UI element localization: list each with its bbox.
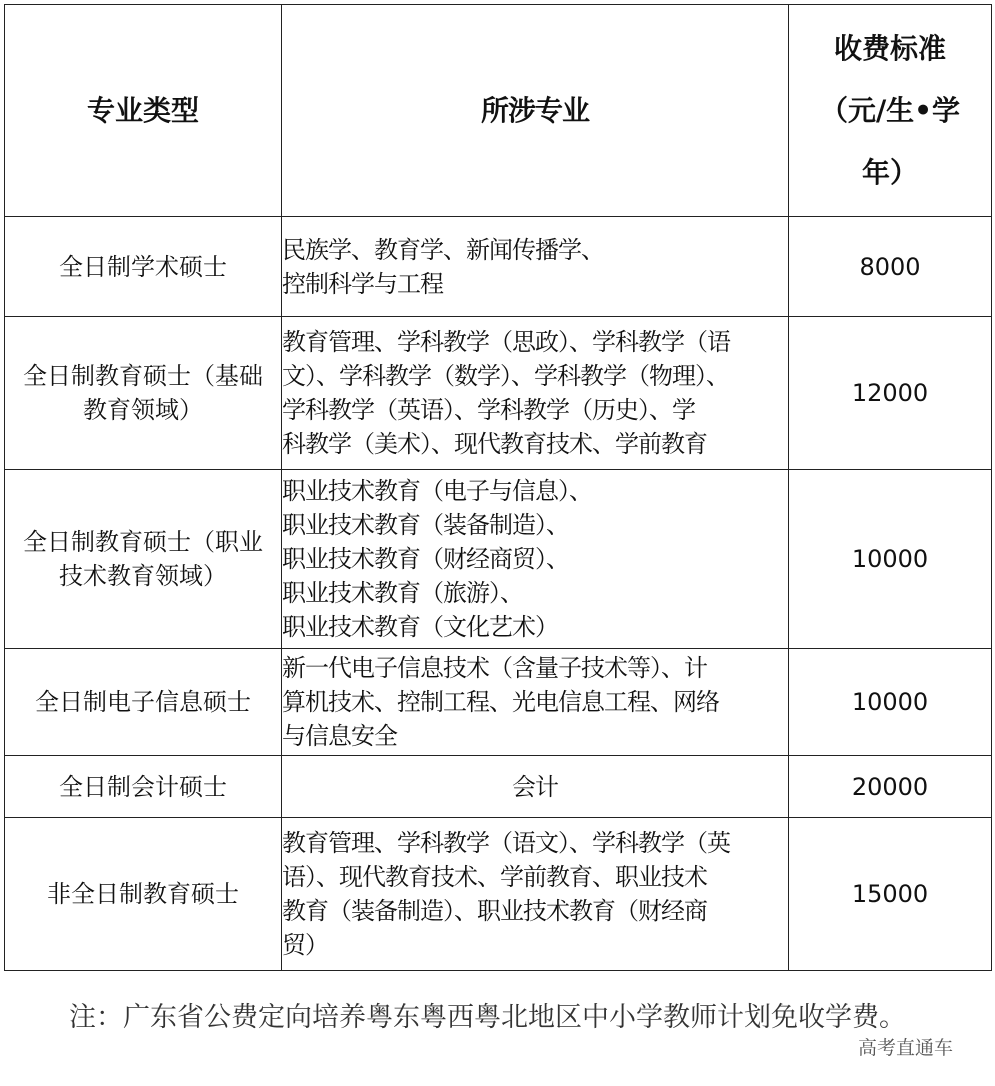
majors-cell <box>282 818 789 971</box>
type-cell <box>5 818 282 971</box>
header-fee-line: （元/生•学 <box>819 93 961 127</box>
majors-line: 职业技术教育（财经商贸）、 <box>282 545 569 573</box>
type-cell <box>5 756 282 818</box>
majors-line: 教育管理、学科教学（语文）、学科教学（英 <box>282 829 730 857</box>
majors-line: 语）、现代教育技术、学前教育、职业技术 <box>282 863 707 891</box>
type-line: 全日制学术硕士 <box>59 252 227 281</box>
majors-cell <box>282 756 789 818</box>
majors-line: 算机技术、控制工程、光电信息工程、网络 <box>282 688 719 716</box>
header-type: 专业类型 <box>5 5 282 217</box>
fee-cell: 12000 <box>789 317 992 470</box>
majors-line: 职业技术教育（文化艺术） <box>282 613 558 641</box>
majors-cell <box>282 470 789 649</box>
type-cell <box>5 317 282 470</box>
fee-cell: 10000 <box>789 470 992 649</box>
majors-cell <box>282 649 789 756</box>
majors-line: 职业技术教育（电子与信息）、 <box>282 477 592 505</box>
majors-cell <box>282 217 789 317</box>
fee-cell: 10000 <box>789 649 992 756</box>
type-line: 全日制电子信息硕士 <box>35 688 251 716</box>
majors-line: 职业技术教育（旅游）、 <box>282 579 523 607</box>
fee-cell: 15000 <box>789 818 992 971</box>
table-row <box>5 818 992 971</box>
footnote: 注：广东省公费定向培养粤东粤西粤北地区中小学教师计划免收学费。 <box>69 1002 906 1033</box>
majors-line: 学科教学（英语）、学科教学（历史）、学 <box>282 396 695 424</box>
type-cell <box>5 217 282 317</box>
majors-cell <box>282 317 789 470</box>
type-line: 全日制教育硕士（职业 <box>23 528 263 556</box>
table-row <box>5 649 992 756</box>
table-row <box>5 470 992 649</box>
type-line: 全日制会计硕士 <box>59 772 227 801</box>
type-line: 全日制教育硕士（基础 <box>23 362 263 390</box>
majors-line: 控制科学与工程 <box>282 269 443 298</box>
table-row <box>5 756 992 818</box>
type-line: 教育领域） <box>83 396 203 424</box>
majors-line: 会计 <box>512 772 558 801</box>
fee-cell: 8000 <box>789 217 992 317</box>
fee-cell: 20000 <box>789 756 992 818</box>
watermark: 高考直通车 <box>858 1037 954 1059</box>
majors-line: 新一代电子信息技术（含量子技术等）、计 <box>282 654 707 682</box>
type-line: 技术教育领域） <box>59 562 227 590</box>
table-row <box>5 317 992 470</box>
header-fee-line: 年） <box>861 155 918 189</box>
header-majors: 所涉专业 <box>282 5 789 217</box>
tuition-table <box>4 4 992 971</box>
type-line: 非全日制教育硕士 <box>47 880 239 908</box>
table-row <box>5 217 992 317</box>
majors-line: 教育管理、学科教学（思政）、学科教学（语 <box>282 328 730 356</box>
majors-line: 民族学、教育学、新闻传播学、 <box>282 235 604 264</box>
majors-line: 职业技术教育（装备制造）、 <box>282 511 569 539</box>
header-fee-line: 收费标准 <box>833 31 946 65</box>
majors-line: 教育（装备制造）、职业技术教育（财经商 <box>282 897 707 925</box>
type-cell <box>5 649 282 756</box>
majors-line: 贸） <box>282 931 328 959</box>
majors-line: 文）、学科教学（数学）、学科教学（物理）、 <box>282 362 729 390</box>
header-fee <box>789 5 992 217</box>
type-cell <box>5 470 282 649</box>
majors-line: 科教学（美术）、现代教育技术、学前教育 <box>282 430 707 458</box>
header-row <box>5 5 992 217</box>
majors-line: 与信息安全 <box>282 722 397 750</box>
